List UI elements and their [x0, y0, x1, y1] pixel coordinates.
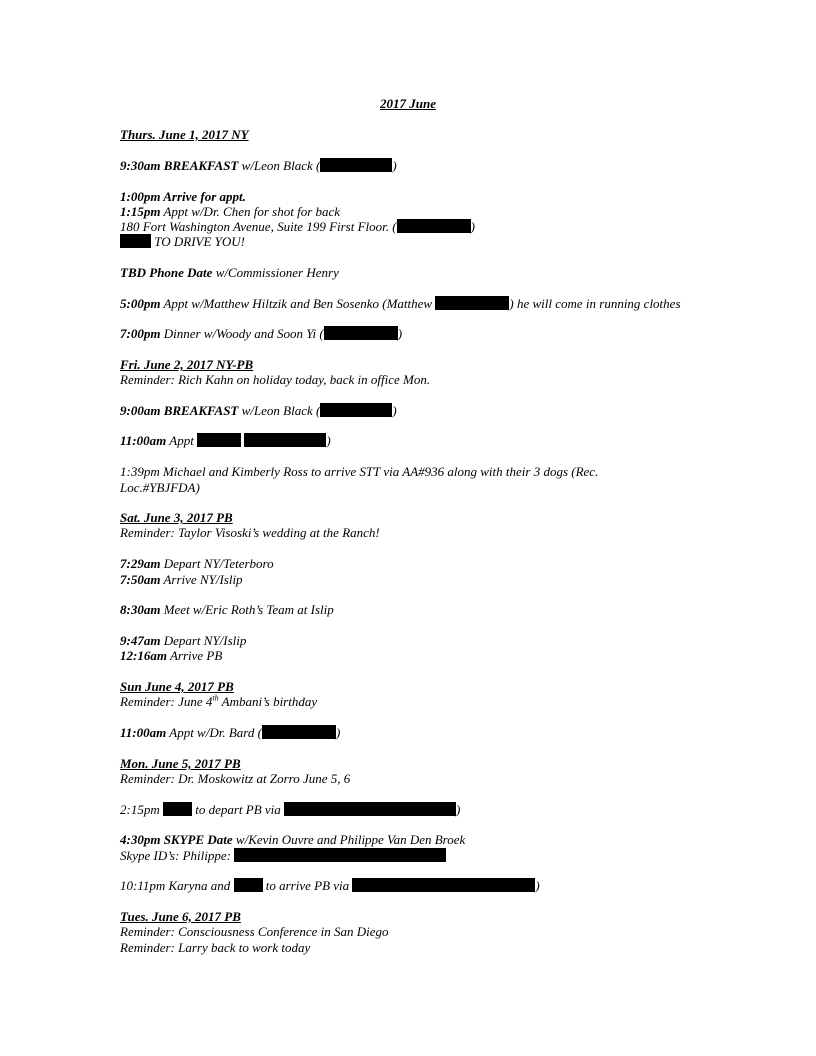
entry-line [120, 204, 340, 220]
entry-time: 12:16am [120, 648, 167, 663]
entry-text: ) [392, 158, 397, 173]
entry-line [120, 433, 331, 449]
day-header: Sat. June 3, 2017 PB [120, 510, 233, 525]
redaction-block [435, 296, 509, 310]
entry-text: Appt w/Dr. Bard ( [169, 725, 262, 740]
entry-text: TO DRIVE YOU! [154, 234, 246, 249]
redaction-block [244, 433, 326, 447]
entry-line [120, 940, 310, 956]
entry-text: w/Leon Black ( [241, 403, 321, 418]
entry-time: 7:00pm [120, 326, 161, 341]
entry-text: Depart NY/Islip [163, 633, 247, 648]
entry-text: 1:39pm Michael and Kimberly Ross to arrive STT via AA#936 along with their 3 dogs (Rec. [120, 464, 599, 479]
entry-text: Arrive NY/Islip [163, 572, 243, 587]
redaction-block [262, 725, 336, 739]
entry-text: Reminder: Taylor Visoski’s wedding at the Ranch! [120, 525, 380, 540]
entry-time: 11:00am [120, 433, 167, 448]
entry-time: 1:15pm [120, 204, 161, 219]
entry-line [120, 648, 222, 664]
redaction-block [352, 878, 535, 892]
entry-time: 7:29am [120, 556, 161, 571]
redaction-block [163, 802, 192, 816]
entry-line [120, 189, 246, 205]
entry-text: ) [397, 326, 403, 341]
entry-text: Reminder: Dr. Moskowitz at Zorro June 5, 6 [120, 771, 351, 786]
entry-text: Meet w/Eric Roth’s Team at Islip [163, 602, 334, 617]
entry-text: ) he will come in running clothes [509, 296, 681, 311]
entry-time: 4:30pm SKYPE Date [120, 832, 233, 847]
entry-time: 11:00am [120, 725, 167, 740]
entry-text: Reminder: Larry back to work today [120, 940, 311, 955]
entry-text: w/Commissioner Henry [215, 265, 339, 280]
entry-time: 8:30am [120, 602, 161, 617]
entry-time: 9:30am BREAKFAST [120, 158, 239, 173]
entry-text: Reminder: Rich Kahn on holiday today, back in office Mon. [120, 372, 431, 387]
entry-text: Ambani’s birthday [221, 694, 318, 709]
entry-text: Arrive PB [169, 648, 223, 663]
redaction-block [324, 326, 398, 340]
entry-time: 5:00pm [120, 296, 161, 311]
entry-time: 7:50am [120, 572, 161, 587]
entry-text: Reminder: Consciousness Conference in San Diego [120, 924, 389, 939]
entry-text: Reminder: June 4 [120, 694, 213, 709]
redaction-block [320, 158, 392, 172]
entry-line [120, 219, 475, 235]
superscript: th [212, 693, 219, 703]
entry-line [120, 802, 460, 818]
redaction-block [320, 403, 392, 417]
entry-text: Appt [169, 433, 194, 448]
entry-text: to depart PB via [195, 802, 281, 817]
entry-time: 9:00am BREAKFAST [120, 403, 239, 418]
day-header: Thurs. June 1, 2017 NY [120, 127, 249, 142]
redaction-block [120, 234, 151, 248]
day-header: Fri. June 2, 2017 NY-PB [120, 357, 254, 372]
entry-text: 180 Fort Washington Avenue, Suite 199 First Floor. ( [120, 219, 397, 234]
entry-text: to arrive PB via [265, 878, 350, 893]
entry-text: Loc.#YBJFDA) [120, 480, 200, 495]
redaction-block [397, 219, 471, 233]
redaction-block [234, 848, 446, 862]
entry-text: Appt w/Dr. Chen for shot for back [163, 204, 341, 219]
entry-line [120, 771, 350, 787]
entry-line [120, 878, 540, 894]
day-header: Tues. June 6, 2017 PB [120, 909, 241, 924]
entry-text: Dinner w/Woody and Soon Yi ( [163, 326, 324, 341]
entry-line [120, 403, 397, 419]
entry-line [120, 372, 430, 388]
entry-line [120, 296, 681, 312]
entry-line [120, 326, 402, 342]
entry-text: w/Leon Black ( [241, 158, 321, 173]
entry-line [120, 633, 246, 649]
day-header: Mon. June 5, 2017 PB [120, 756, 241, 771]
entry-text: ) [535, 878, 540, 893]
entry-text: ) [326, 433, 331, 448]
entry-line [120, 602, 334, 618]
redaction-block [234, 878, 263, 892]
entry-line [120, 924, 389, 940]
day-header: Sun June 4, 2017 PB [120, 679, 234, 694]
document-title: 2017 June [380, 96, 436, 111]
entry-text: Appt w/Matthew Hiltzik and Ben Sosenko (Matthew [163, 296, 433, 311]
entry-time: TBD Phone Date [120, 265, 213, 280]
entry-line [120, 158, 397, 174]
entry-text: ) [392, 403, 397, 418]
entry-time: 9:47am [120, 633, 161, 648]
entry-line [120, 464, 598, 480]
entry-text: 10:11pm Karyna and [120, 878, 231, 893]
entry-text: w/Kevin Ouvre and Philippe Van Den Broek [235, 832, 466, 847]
entry-text: Depart NY/Teterboro [163, 556, 274, 571]
redaction-block [197, 433, 241, 447]
redaction-block [284, 802, 456, 816]
entry-line [120, 556, 274, 572]
entry-text: Skype ID’s: Philippe: [120, 848, 231, 863]
entry-line [120, 265, 339, 281]
entry-line [120, 694, 317, 710]
entry-text: ) [470, 219, 475, 234]
entry-line [120, 234, 245, 250]
entry-line [120, 572, 243, 588]
entry-line [120, 848, 446, 864]
entry-text: ) [456, 802, 461, 817]
entry-text: 2:15pm [120, 802, 160, 817]
entry-time: 1:00pm Arrive for appt. [120, 189, 246, 204]
entry-line [120, 525, 380, 541]
entry-line [120, 832, 465, 848]
entry-line [120, 480, 200, 496]
entry-text: ) [335, 725, 341, 740]
entry-line [120, 725, 340, 741]
